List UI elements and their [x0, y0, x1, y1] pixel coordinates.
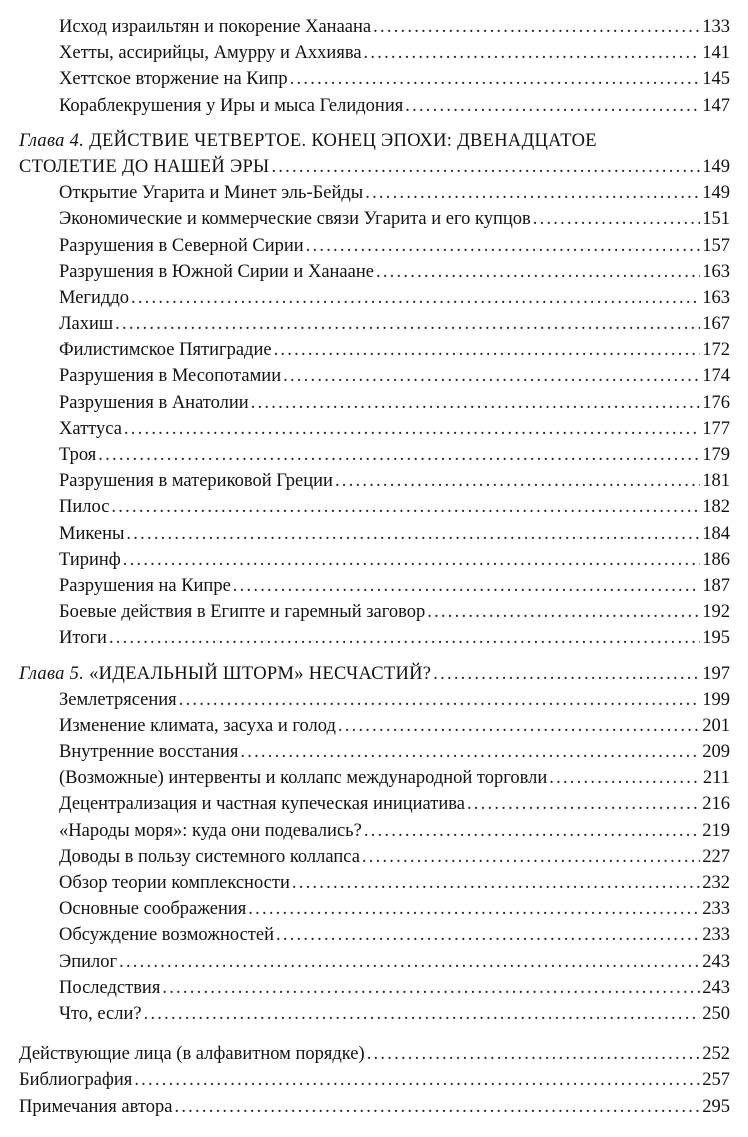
- page-number: 219: [702, 820, 730, 841]
- dot-leader: [283, 363, 700, 389]
- page-number: 184: [702, 523, 730, 544]
- entry-title: Основные соображения: [59, 899, 247, 920]
- toc-entry: [0, 259, 748, 285]
- dot-leader: [233, 573, 700, 599]
- entry-title: Землетрясения: [59, 689, 177, 710]
- page-number: 211: [702, 768, 730, 789]
- entry-title: Доводы в пользу системного коллапса: [59, 846, 360, 867]
- toc-entry: [0, 975, 748, 1001]
- page-number: 182: [702, 497, 730, 518]
- toc-entry: [0, 285, 748, 311]
- page-number: 192: [702, 602, 730, 623]
- dot-leader: [248, 896, 700, 922]
- dot-leader: [364, 818, 700, 844]
- dot-leader: [240, 739, 700, 765]
- toc-entry: [0, 818, 748, 844]
- page-number: 181: [702, 471, 730, 492]
- page-number: 151: [702, 209, 730, 230]
- entry-title: Разрушения в Южной Сирии и Ханаане: [59, 261, 374, 282]
- toc-entry: [0, 233, 748, 259]
- dot-leader: [373, 14, 700, 40]
- page-number: 195: [702, 628, 730, 649]
- page-number: 227: [702, 846, 730, 867]
- toc-entry: [0, 93, 748, 119]
- toc-entry: [0, 844, 748, 870]
- toc-entry: [0, 687, 748, 713]
- entry-title: Что, если?: [59, 1003, 142, 1024]
- entry-title: Изменение климата, засуха и голод: [59, 715, 336, 736]
- page-number: 197: [702, 663, 730, 684]
- entry-title: Филистимское Пятиградие: [59, 340, 272, 361]
- dot-leader: [144, 1001, 701, 1027]
- toc-entry: [0, 791, 748, 817]
- chapter-label: Глава 5.: [19, 663, 85, 684]
- page-number: 199: [702, 689, 730, 710]
- page-number: 216: [702, 794, 730, 815]
- toc-chapter-heading: [0, 661, 748, 687]
- page-number: 201: [702, 715, 730, 736]
- chapter-title: «ИДЕАЛЬНЫЙ ШТОРМ» НЕСЧАСТИЙ?: [84, 663, 432, 684]
- entry-title: Разрушения в материковой Греции: [59, 471, 333, 492]
- entry-title: СТОЛЕТИЕ ДО НАШЕЙ ЭРЫ: [19, 156, 270, 177]
- entry-title: Обсуждение возможностей: [59, 925, 274, 946]
- entry-title: Открытие Угарита и Минет эль-Бейды: [59, 183, 364, 204]
- toc-entry: [0, 363, 748, 389]
- dot-leader: [427, 599, 700, 625]
- entry-title: Микены: [59, 523, 125, 544]
- dot-leader: [364, 40, 701, 66]
- dot-leader: [335, 468, 700, 494]
- page-number: 163: [702, 261, 730, 282]
- page-number: 149: [702, 156, 730, 177]
- entry-title: Пилос: [59, 497, 110, 518]
- dot-leader: [276, 922, 700, 948]
- dot-leader: [338, 713, 700, 739]
- entry-title: Хеттское вторжение на Кипр: [59, 69, 288, 90]
- entry-title: Примечания автора: [19, 1096, 173, 1117]
- toc-entry: [0, 1001, 748, 1027]
- toc-entry: [0, 14, 748, 40]
- toc-section: [0, 1041, 748, 1067]
- page-number: 243: [702, 951, 730, 972]
- toc-entry: [0, 870, 748, 896]
- toc-entry: [0, 896, 748, 922]
- dot-leader: [115, 311, 700, 337]
- dot-leader: [134, 1067, 700, 1093]
- dot-leader: [109, 625, 700, 651]
- dot-leader: [111, 494, 700, 520]
- dot-leader: [119, 949, 700, 975]
- dot-leader: [533, 206, 701, 232]
- page-number: 147: [702, 95, 730, 116]
- toc-entry: [0, 494, 748, 520]
- toc-entry: [0, 599, 748, 625]
- entry-title: Исход израильтян и покорение Ханаана: [59, 17, 372, 37]
- page-number: 295: [702, 1096, 730, 1117]
- chapter-label: Глава 4.: [19, 130, 85, 151]
- toc-chapter-heading: [0, 154, 748, 180]
- entry-title: Кораблекрушения у Иры и мыса Гелидония: [59, 95, 404, 116]
- page-number: 174: [702, 366, 730, 387]
- page-number: 177: [702, 418, 730, 439]
- entry-title: Разрушения в Северной Сирии: [59, 235, 304, 256]
- toc-entry: [0, 468, 748, 494]
- page-number: 232: [702, 873, 730, 893]
- table-of-contents: [0, 14, 748, 1120]
- page-number: 145: [702, 69, 730, 90]
- entry-title: Хаттуса: [59, 418, 122, 439]
- page-number: 252: [702, 1044, 730, 1065]
- toc-entry: [0, 416, 748, 442]
- entry-title: Эпилог: [59, 951, 118, 972]
- toc-entry: [0, 40, 748, 66]
- toc-entry: [0, 180, 748, 206]
- page-number: 233: [702, 925, 730, 946]
- toc-entry: [0, 390, 748, 416]
- toc-entry: [0, 442, 748, 468]
- entry-title: Последствия: [59, 977, 161, 998]
- dot-leader: [174, 1094, 700, 1120]
- dot-leader: [290, 66, 701, 92]
- toc-chapter-heading: [0, 128, 748, 154]
- page-number: 209: [702, 742, 730, 763]
- page-number: 233: [702, 899, 730, 920]
- dot-leader: [549, 765, 701, 791]
- entry-title: Децентрализация и частная купеческая инициатива: [59, 794, 465, 815]
- entry-title: Разрушения в Анатолии: [59, 392, 249, 413]
- entry-title: [19, 661, 431, 687]
- dot-leader: [306, 233, 701, 259]
- dot-leader: [274, 337, 701, 363]
- dot-leader: [179, 687, 701, 713]
- dot-leader: [367, 1041, 701, 1067]
- toc-section: [0, 1067, 748, 1093]
- dot-leader: [251, 390, 701, 416]
- entry-title: Библиография: [19, 1070, 133, 1091]
- entry-title: Тиринф: [59, 549, 121, 570]
- dot-leader: [376, 259, 700, 285]
- toc-entry: [0, 765, 748, 791]
- page-number: 149: [702, 183, 730, 204]
- page-number: 179: [702, 445, 730, 465]
- toc-entry: [0, 547, 748, 573]
- page-number: 176: [702, 392, 730, 413]
- toc-entry: [0, 521, 748, 547]
- page-number: 157: [702, 235, 730, 256]
- dot-leader: [131, 285, 700, 311]
- entry-title: Мегиддо: [59, 287, 129, 308]
- page-number: 133: [702, 17, 730, 37]
- toc-entry: [0, 573, 748, 599]
- toc-entry: [0, 949, 748, 975]
- entry-title: Хетты, ассирийцы, Амурру и Аххиява: [59, 43, 362, 64]
- toc-entry: [0, 739, 748, 765]
- page-number: 186: [702, 549, 730, 570]
- page-number: 167: [702, 314, 730, 335]
- dot-leader: [123, 547, 700, 573]
- entry-title: Троя: [59, 445, 97, 465]
- entry-title: Лахиш: [59, 314, 114, 335]
- toc-section: [0, 1094, 748, 1120]
- dot-leader: [124, 416, 700, 442]
- dot-leader: [98, 442, 700, 468]
- toc-entry: [0, 66, 748, 92]
- dot-leader: [292, 870, 700, 896]
- chapter-title: ДЕЙСТВИЕ ЧЕТВЕРТОЕ. КОНЕЦ ЭПОХИ: ДВЕНАДЦАТОЕ: [84, 130, 597, 151]
- entry-title: Итоги: [59, 628, 107, 649]
- entry-title: Разрушения в Месопотамии: [59, 366, 282, 387]
- dot-leader: [362, 844, 700, 870]
- dot-leader: [365, 180, 700, 206]
- page-number: 250: [702, 1003, 730, 1024]
- toc-entry: [0, 337, 748, 363]
- page-number: 172: [702, 340, 730, 361]
- entry-title: «Народы моря»: куда они подевались?: [59, 820, 362, 841]
- toc-entry: [0, 206, 748, 232]
- entry-title: Внутренние восстания: [59, 742, 239, 763]
- dot-leader: [162, 975, 700, 1001]
- entry-title: Действующие лица (в алфавитном порядке): [19, 1044, 365, 1065]
- toc-entry: [0, 625, 748, 651]
- page-number: 163: [702, 287, 730, 308]
- entry-title: Боевые действия в Египте и гаремный заговор: [59, 602, 426, 623]
- page-number: 257: [702, 1070, 730, 1091]
- dot-leader: [467, 791, 700, 817]
- toc-entry: [0, 311, 748, 337]
- entry-title: Разрушения на Кипре: [59, 575, 231, 596]
- entry-title: Обзор теории комплексности: [59, 873, 290, 893]
- dot-leader: [126, 521, 700, 547]
- page-number: 141: [702, 43, 730, 64]
- toc-entry: [0, 713, 748, 739]
- entry-title: Экономические и коммерческие связи Угарита и его купцов: [59, 209, 531, 230]
- entry-title: (Возможные) интервенты и коллапс международной торговли: [59, 768, 548, 789]
- dot-leader: [271, 154, 700, 180]
- page-number: 187: [702, 575, 730, 596]
- page-number: 243: [702, 977, 730, 998]
- toc-entry: [0, 922, 748, 948]
- dot-leader: [433, 661, 700, 687]
- dot-leader: [405, 93, 700, 119]
